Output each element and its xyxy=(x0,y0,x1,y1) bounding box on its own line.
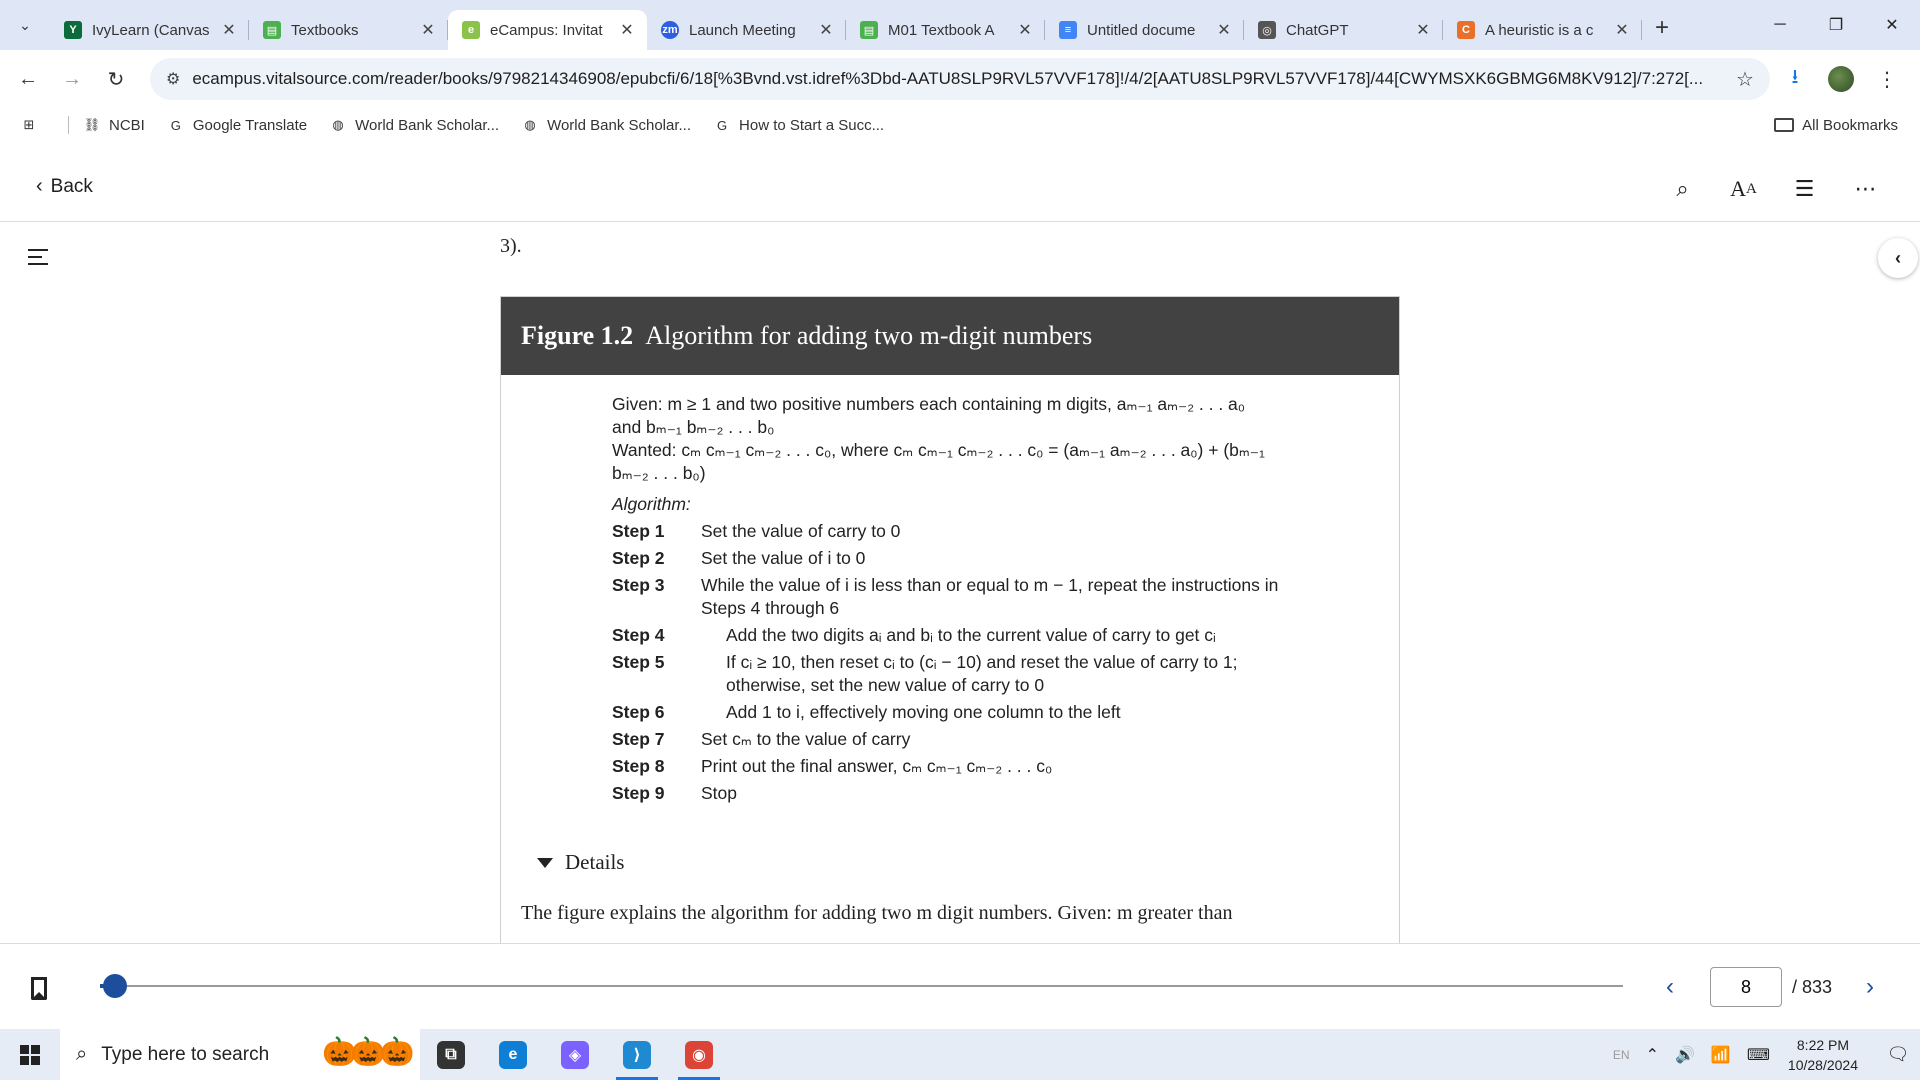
tab-close-icon[interactable]: ✕ xyxy=(819,22,833,39)
reader-footer xyxy=(0,943,1920,1029)
algorithm-step xyxy=(612,782,1312,805)
text-size-icon[interactable]: A A xyxy=(1730,176,1757,201)
download-icon[interactable]: ⭳ xyxy=(1791,66,1799,88)
triangle-down-icon xyxy=(537,858,553,868)
bookmark-item[interactable] xyxy=(521,116,691,134)
new-tab-button[interactable]: + xyxy=(1654,14,1669,41)
bookmark-label: World Bank Scholar... xyxy=(547,116,692,134)
figure-box xyxy=(500,296,1400,943)
task-view-icon[interactable] xyxy=(420,1029,482,1080)
forward-arrow-icon[interactable]: → xyxy=(62,67,82,90)
previous-page-icon[interactable]: ‹ xyxy=(1665,973,1674,1000)
right-rail xyxy=(1820,223,1920,943)
bookmark-label: Google Translate xyxy=(192,116,308,134)
browser-tab[interactable] xyxy=(846,10,1045,50)
figure-body xyxy=(612,393,1312,809)
step-label: Step 7 xyxy=(612,729,665,749)
keyboard-icon[interactable]: ⌨ xyxy=(1746,1046,1770,1064)
bookmark-item[interactable] xyxy=(83,116,145,134)
tab-title: IvyLearn (Canvas xyxy=(92,21,210,39)
bookmark-item[interactable] xyxy=(713,116,884,134)
step-text: Set the value of i to 0 xyxy=(701,548,866,568)
reload-icon[interactable]: ↻ xyxy=(107,68,125,91)
ncbi-icon: ⛓ xyxy=(83,117,101,132)
tab-separator xyxy=(1641,20,1642,40)
chevron-left-icon: ‹ xyxy=(36,175,43,197)
algorithm-label: Algorithm: xyxy=(612,494,691,514)
step-label: Step 8 xyxy=(612,756,665,776)
address-bar[interactable] xyxy=(150,58,1770,100)
tab-favicon-icon: Y xyxy=(64,21,82,39)
tab-list xyxy=(50,0,1642,50)
step-label: Step 9 xyxy=(612,783,665,803)
notifications-icon[interactable]: 🗨 xyxy=(1886,1044,1910,1064)
pumpkin-search-highlight-icon[interactable]: 🎃🎃🎃 xyxy=(322,1036,409,1067)
step-text: Print out the final answer, cₘ cₘ₋₁ cₘ₋₂ . . . c₀ xyxy=(701,756,1053,776)
window-controls xyxy=(1752,0,1920,50)
tab-title: Launch Meeting xyxy=(689,21,796,39)
total-pages: / 833 xyxy=(1791,976,1832,997)
windows-start-icon[interactable] xyxy=(0,1029,60,1080)
given-line-2: and bₘ₋₁ bₘ₋₂ . . . b₀ xyxy=(612,417,775,437)
page-number-input[interactable] xyxy=(1710,967,1782,1007)
tab-close-icon[interactable]: ✕ xyxy=(620,22,634,39)
minimize-icon[interactable]: ─ xyxy=(1774,16,1786,33)
table-of-contents-icon[interactable] xyxy=(28,249,48,270)
all-bookmarks-label: All Bookmarks xyxy=(1802,116,1898,134)
given-line-1: Given: m ≥ 1 and two positive numbers each containing m digits, aₘ₋₁ aₘ₋₂ . . . a₀ xyxy=(612,394,1246,414)
wanted-line-2: bₘ₋₂ . . . b₀) xyxy=(612,463,706,483)
tab-favicon-icon: ▤ xyxy=(860,21,878,39)
algorithm-steps xyxy=(612,520,1312,805)
language-indicator[interactable]: EN xyxy=(1612,1047,1630,1062)
browser-tab[interactable] xyxy=(50,10,249,50)
browser-tab[interactable] xyxy=(1244,10,1443,50)
vscode-icon-glyph: ⟩ xyxy=(623,1041,651,1069)
tab-favicon-icon: C xyxy=(1457,21,1475,39)
restore-icon[interactable]: ❐ xyxy=(1828,17,1844,34)
browser-toolbar xyxy=(0,50,1920,108)
algorithm-step xyxy=(612,728,1312,751)
step-label: Step 1 xyxy=(612,521,665,541)
edge-icon[interactable] xyxy=(482,1029,544,1080)
figure-number: Figure 1.2 xyxy=(521,321,634,350)
tab-close-icon[interactable]: ✕ xyxy=(1217,22,1231,39)
details-label: Details xyxy=(565,850,625,874)
vscode-icon[interactable] xyxy=(606,1029,668,1080)
reader-back-button[interactable] xyxy=(36,175,93,198)
page-slider[interactable] xyxy=(100,985,1623,987)
tab-title: M01 Textbook A xyxy=(888,21,995,39)
task-view-icon-glyph: ⧉ xyxy=(437,1041,465,1069)
step-label: Step 2 xyxy=(612,548,665,568)
tab-title: Textbooks xyxy=(291,21,359,39)
tab-favicon-icon: e xyxy=(462,21,480,39)
chevron-up-icon[interactable]: ⌃ xyxy=(1645,1046,1659,1064)
bookmark-item[interactable] xyxy=(329,116,499,134)
clock-time: 8:22 PM xyxy=(1796,1036,1850,1053)
expand-panel-chevron-icon[interactable]: ‹ xyxy=(1878,238,1918,278)
step-label: Step 4 xyxy=(612,625,665,645)
step-label: Step 3 xyxy=(612,575,665,595)
reader-header xyxy=(0,155,1920,222)
back-arrow-icon[interactable]: ← xyxy=(18,67,38,90)
algorithm-step xyxy=(612,755,1312,778)
playlist-star-icon[interactable]: ☰ xyxy=(1794,176,1815,201)
bookmark-label: NCBI xyxy=(109,116,145,134)
search-icon[interactable]: ⌕ xyxy=(1676,176,1689,201)
step-text: Set cₘ to the value of carry xyxy=(701,729,911,749)
figure-header xyxy=(501,297,1399,375)
tab-close-icon[interactable]: ✕ xyxy=(421,22,435,39)
bookmark-label: How to Start a Succ... xyxy=(739,116,885,134)
wifi-icon[interactable]: 📶 xyxy=(1710,1046,1731,1064)
algorithm-step xyxy=(612,624,1312,647)
book-content xyxy=(80,223,1820,943)
algorithm-step xyxy=(612,547,1312,570)
browser-tab[interactable] xyxy=(1045,10,1244,50)
tab-favicon-icon: ◎ xyxy=(1258,21,1276,39)
step-text: Add the two digits aᵢ and bᵢ to the current value of carry to get cᵢ xyxy=(726,625,1216,645)
step-text: While the value of i is less than or equal to m − 1, repeat the instructions in Steps 4 through 6 xyxy=(701,575,1279,618)
step-text: Set the value of carry to 0 xyxy=(701,521,901,541)
apps-grid-icon[interactable]: ⊞ xyxy=(23,117,35,132)
windows-taskbar xyxy=(0,1029,1920,1080)
back-label: Back xyxy=(50,175,93,197)
bookmark-label: World Bank Scholar... xyxy=(355,116,500,134)
clock-date: 10/28/2024 xyxy=(1787,1056,1858,1073)
bookmark-star-icon[interactable]: ☆ xyxy=(1736,68,1754,91)
globe-icon: ◍ xyxy=(524,117,536,132)
browser-tab[interactable] xyxy=(1443,10,1642,50)
tab-title: ChatGPT xyxy=(1286,21,1349,39)
step-label: Step 6 xyxy=(612,702,665,722)
globe-icon: ◍ xyxy=(332,117,344,132)
copilot-icon-glyph: ◈ xyxy=(561,1041,589,1069)
step-text: Add 1 to i, effectively moving one column to the left xyxy=(726,702,1121,722)
search-icon: ⌕ xyxy=(76,1043,88,1065)
step-label: Step 5 xyxy=(612,652,665,672)
bookmark-item[interactable] xyxy=(167,116,307,134)
chrome-icon-glyph: ◉ xyxy=(685,1041,713,1069)
figure-description: The figure explains the algorithm for adding two m digit numbers. Given: m greater than xyxy=(521,902,1233,924)
bookmarks-divider xyxy=(68,116,69,134)
tab-favicon-icon: zm xyxy=(661,21,679,39)
page-navigator xyxy=(1650,967,1890,1007)
taskbar-apps xyxy=(420,1029,730,1080)
browser-tab[interactable] xyxy=(249,10,448,50)
tab-close-icon[interactable]: ✕ xyxy=(222,22,236,39)
tab-title: Untitled docume xyxy=(1087,21,1196,39)
bookmarks-bar xyxy=(0,108,1920,142)
site-info-icon[interactable]: ⚙ xyxy=(166,71,181,88)
details-toggle[interactable] xyxy=(537,850,624,875)
wanted-line-1: Wanted: cₘ cₘ₋₁ cₘ₋₂ . . . c₀, where cₘ cₘ₋₁ cₘ₋₂ . . . c₀ = (aₘ₋₁ aₘ₋₂ . . . a₀) + (bₘ₋₁ xyxy=(612,440,1265,460)
step-text: If cᵢ ≥ 10, then reset cᵢ to (cᵢ − 10) and reset the value of carry to 1; otherwise, set the new value of carry to 0 xyxy=(726,652,1238,695)
close-window-icon[interactable]: ✕ xyxy=(1885,17,1899,34)
browser-tab[interactable] xyxy=(647,10,846,50)
profile-avatar[interactable] xyxy=(1828,66,1854,92)
algorithm-step xyxy=(612,574,1312,620)
tab-close-icon[interactable]: ✕ xyxy=(1416,22,1430,39)
step-text: Stop xyxy=(701,783,737,803)
next-page-icon[interactable]: › xyxy=(1866,973,1874,1000)
algorithm-step xyxy=(612,651,1312,697)
tab-favicon-icon: ▤ xyxy=(263,21,281,39)
tab-title: eCampus: Invitat xyxy=(490,21,603,39)
chrome-icon[interactable] xyxy=(668,1029,730,1080)
tab-close-icon[interactable]: ✕ xyxy=(1018,22,1032,39)
google-translate-icon: G xyxy=(170,117,181,133)
reader-tools xyxy=(1652,169,1896,209)
volume-icon[interactable]: 🔊 xyxy=(1674,1046,1695,1064)
all-bookmarks-button[interactable] xyxy=(1774,108,1898,142)
tab-close-icon[interactable]: ✕ xyxy=(1615,22,1629,39)
browser-tab-strip xyxy=(0,0,1920,50)
url-text[interactable]: ecampus.vitalsource.com/reader/books/9798214346908/epubcfi/6/18[%3Bvnd.vst.idref%3Dbd-AATU8SLP9RVL57VVF178]!/4/2[AATU8SLP9RVL57VVF178]/44[CWYMSXK6GBMG6M8KV912]/7:272[... xyxy=(192,69,1704,88)
more-options-icon[interactable]: ⋯ xyxy=(1854,176,1877,201)
left-rail xyxy=(0,223,80,943)
previous-paragraph-text: 3). xyxy=(500,235,522,257)
copilot-icon[interactable] xyxy=(544,1029,606,1080)
folder-icon xyxy=(1774,118,1794,132)
figure-title: Algorithm for adding two m-digit numbers xyxy=(645,321,1093,350)
tab-title: A heuristic is a c xyxy=(1485,21,1594,39)
toolbar-right xyxy=(1772,58,1910,100)
tab-favicon-icon: ≡ xyxy=(1059,21,1077,39)
taskbar-search-placeholder: Type here to search xyxy=(101,1043,270,1065)
algorithm-step xyxy=(612,520,1312,543)
algorithm-step xyxy=(612,701,1312,724)
edge-icon-glyph: e xyxy=(499,1041,527,1069)
taskbar-clock[interactable] xyxy=(1788,1035,1858,1075)
bookmark-page-icon[interactable] xyxy=(31,977,47,999)
page-slider-knob[interactable] xyxy=(103,974,127,998)
system-tray xyxy=(1605,1029,1920,1080)
browser-tab[interactable] xyxy=(448,10,647,50)
tab-search-chevron-icon[interactable]: ⌄ xyxy=(19,16,31,33)
browser-menu-icon[interactable]: ⋮ xyxy=(1877,68,1897,91)
bookmark-list xyxy=(83,116,906,134)
google-icon: G xyxy=(716,117,728,133)
